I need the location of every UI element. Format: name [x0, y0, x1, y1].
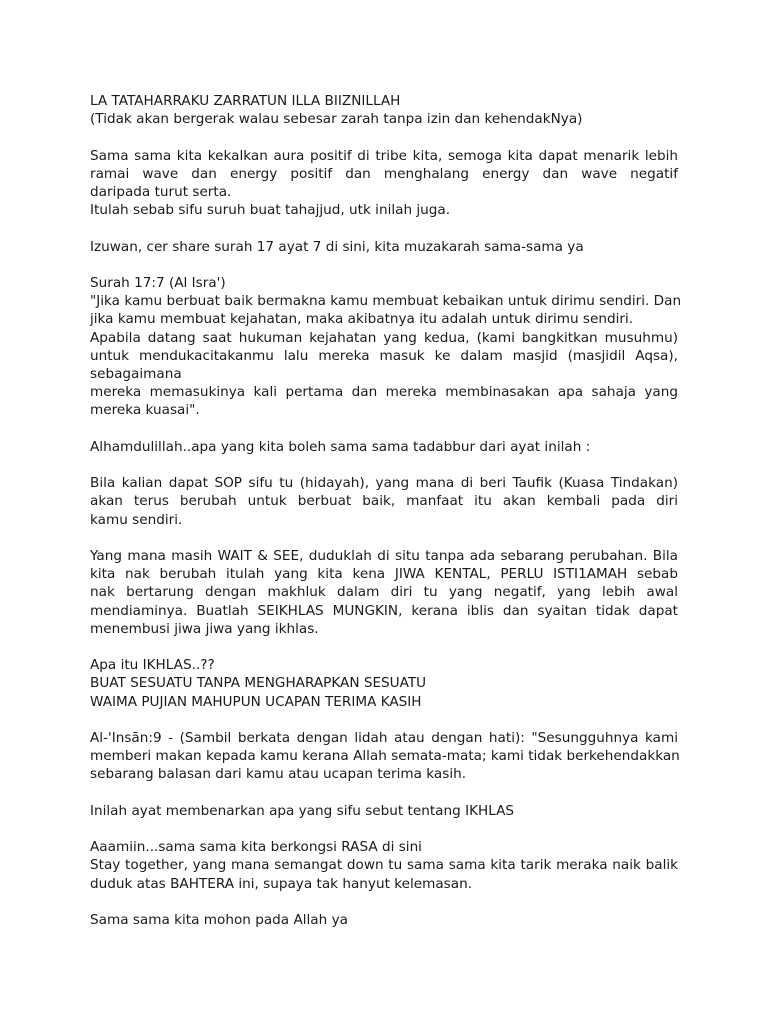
text-line: Al-'Insān:9 - (Sambil berkata dengan lidah atau dengan hati): "Sesungguhnya kami: [90, 729, 678, 746]
paragraph-gap: [90, 784, 678, 802]
paragraph-gap: [90, 529, 678, 547]
paragraph-gap: [90, 420, 678, 438]
text-line: Apabila datang saat hukuman kejahatan yang kedua, (kami bangkitkan musuhmu): [90, 329, 678, 346]
text-line: Sama sama kita kekalkan aura positif di tribe kita, semoga kita dapat menarik lebih: [90, 147, 678, 164]
paragraph-izuwan: [90, 238, 678, 256]
text-line: mendiaminya. Buatlah SEIKHLAS MUNGKIN, kerana iblis dan syaitan tidak dapat: [90, 602, 678, 619]
paragraph-wait-and-see: [90, 547, 678, 638]
heading-title: LA TATAHARRAKU ZARRATUN ILLA BIIZNILLAH: [90, 93, 401, 109]
text-line: untuk mendukacitakanmu lalu mereka masuk ke dalam masjid (masjidil Aqsa),: [90, 347, 678, 364]
heading-translation: (Tidak akan bergerak walau sebesar zarah tanpa izin dan kehendakNya): [90, 111, 583, 128]
text-line: Alhamdulillah..apa yang kita boleh sama sama tadabbur dari ayat inilah :: [90, 438, 591, 455]
text-line: Bila kalian dapat SOP sifu tu (hidayah), yang mana di beri Taufik (Kuasa Tindakan): [90, 475, 678, 492]
text-line: akan terus berubah untuk berbuat baik, manfaat itu akan kembali pada diri: [90, 493, 678, 510]
ikhlas-definition-line: WAIMA PUJIAN MAHUPUN UCAPAN TERIMA KASIH: [90, 693, 422, 710]
heading-block: [90, 92, 678, 128]
text-line: Inilah ayat membenarkan apa yang sifu sebut tentang IKHLAS: [90, 802, 515, 819]
text-line: mereka memasukinya kali pertama dan mereka membinasakan apa sahaja yang: [90, 384, 678, 401]
ikhlas-definition-line: BUAT SESUATU TANPA MENGHARAPKAN SESUATU: [90, 675, 427, 692]
text-line: Aaamiin...sama sama kita berkongsi RASA di sini: [90, 839, 422, 856]
paragraph-gap: [90, 711, 678, 729]
paragraph-aaamiin: [90, 838, 678, 893]
paragraph-gap: [90, 128, 678, 146]
paragraph-ikhlas: [90, 656, 678, 711]
text-line: Yang mana masih WAIT & SEE, duduklah di situ tanpa ada sebarang perubahan. Bila: [90, 547, 678, 564]
text-line: memberi makan kepada kamu kerana Allah semata-mata; kami tidak berkehendakkan: [90, 748, 680, 765]
text-line: kita nak berubah itulah yang kita kena JIWA KENTAL, PERLU ISTI1AMAH sebab: [90, 566, 678, 583]
text-line: daripada turut serta.: [90, 184, 232, 200]
text-line: sebagaimana: [90, 366, 182, 382]
paragraph-gap: [90, 893, 678, 911]
text-line: Itulah sebab sifu suruh buat tahajjud, utk inilah juga.: [90, 202, 451, 219]
paragraph-aura: [90, 147, 678, 220]
paragraph-surah: [90, 274, 682, 420]
text-line: nak bertarung dengan makhluk dalam diri tu yang negatif, yang lebih awal: [90, 584, 678, 601]
text-line: Sama sama kita mohon pada Allah ya: [90, 911, 348, 928]
paragraph-gap: [90, 256, 678, 274]
text-line: jika kamu membuat kejahatan, maka akibatnya itu adalah untuk dirimu sendiri.: [90, 311, 634, 328]
ikhlas-question: Apa itu IKHLAS..??: [90, 657, 215, 674]
paragraph-gap: [90, 456, 678, 474]
paragraph-gap: [90, 820, 678, 838]
surah-reference: Surah 17:7 (Al Isra'): [90, 274, 226, 291]
paragraph-closing: [90, 911, 678, 929]
text-line: kamu sendiri.: [90, 511, 183, 528]
text-line: ramai wave dan energy positif dan menghalang energy dan wave negatif: [90, 165, 678, 182]
paragraph-al-insan: [90, 729, 678, 784]
paragraph-inilah: [90, 802, 678, 820]
text-line: sebarang balasan dari kamu atau ucapan terima kasih.: [90, 766, 467, 783]
text-line: menembusi jiwa jiwa yang ikhlas.: [90, 620, 319, 637]
text-line: "Jika kamu berbuat baik bermakna kamu membuat kebaikan untuk dirimu sendiri. Dan: [90, 293, 682, 310]
paragraph-gap: [90, 219, 678, 237]
text-line: Izuwan, cer share surah 17 ayat 7 di sini, kita muzakarah sama-sama ya: [90, 238, 584, 255]
paragraph-sop: [90, 474, 678, 529]
text-line: mereka kuasai".: [90, 402, 200, 419]
text-line: duduk atas BAHTERA ini, supaya tak hanyut kelemasan.: [90, 875, 473, 892]
paragraph-alhamdulillah: [90, 438, 678, 456]
text-line: Stay together, yang mana semangat down tu sama sama kita tarik meraka naik balik: [90, 857, 678, 874]
document-page: [90, 92, 682, 929]
paragraph-gap: [90, 638, 678, 656]
